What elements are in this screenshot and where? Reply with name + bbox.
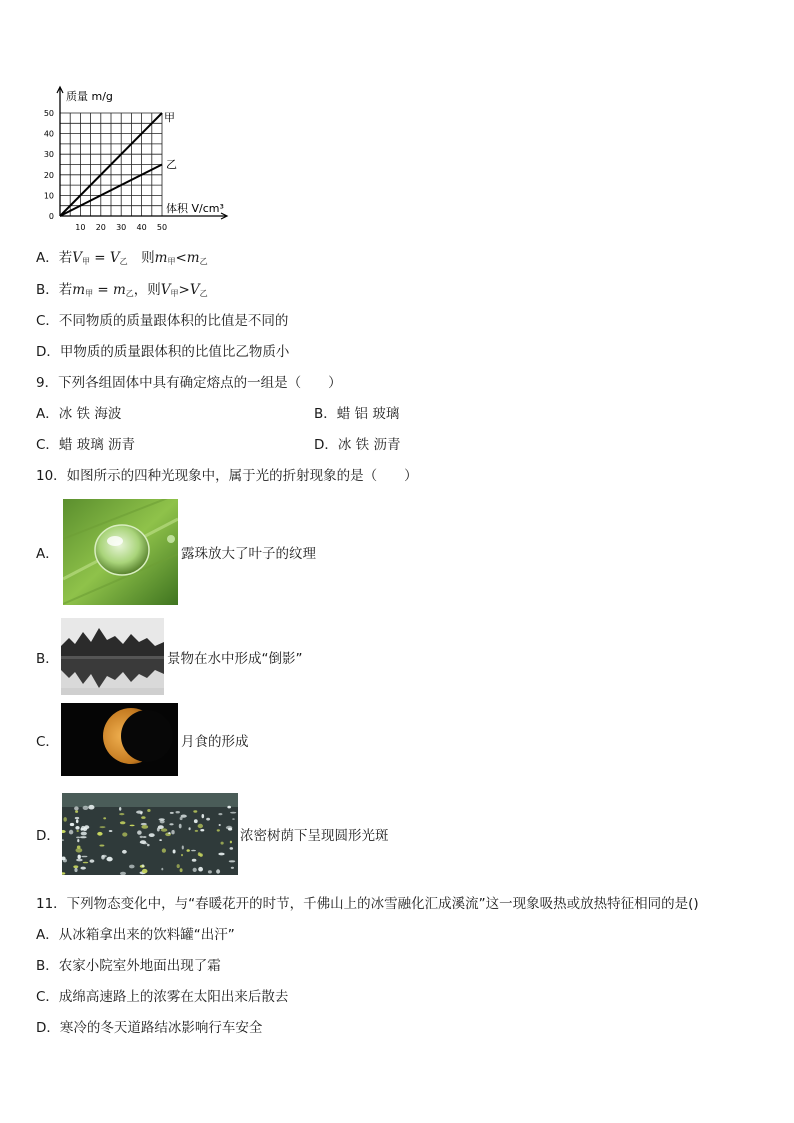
light-spot — [226, 826, 232, 830]
light-spot — [193, 810, 197, 812]
light-spot — [75, 826, 79, 830]
mass-volume-chart — [30, 84, 240, 234]
y-tick-label: 10 — [43, 191, 54, 201]
light-spot — [208, 870, 212, 873]
light-spot — [90, 859, 95, 862]
light-spot — [136, 811, 143, 814]
light-spot — [200, 829, 204, 831]
light-spot — [143, 836, 147, 838]
light-spot — [162, 848, 166, 852]
light-spot — [218, 853, 224, 856]
light-spot — [159, 818, 165, 820]
light-spot — [109, 830, 113, 832]
light-spot — [119, 813, 124, 815]
y-tick-label: 20 — [43, 170, 54, 180]
light-spot — [142, 843, 147, 845]
y-tick-label: 0 — [48, 212, 54, 221]
light-spot — [232, 818, 235, 820]
q10-option-a-label: A． — [36, 546, 59, 562]
light-spot — [63, 859, 67, 863]
light-spot — [120, 821, 126, 824]
light-spot — [74, 806, 79, 810]
light-spot — [179, 824, 182, 829]
light-spot — [227, 806, 231, 809]
light-spot — [75, 817, 79, 819]
light-spot — [147, 809, 150, 812]
mountain-reflection-image — [61, 618, 164, 695]
light-spot — [83, 806, 89, 810]
light-spot — [218, 813, 222, 815]
light-spot — [141, 816, 145, 819]
light-spot — [170, 812, 174, 814]
light-spot — [168, 832, 170, 834]
light-spot — [83, 862, 88, 864]
light-spot — [75, 810, 78, 813]
q11-option-b: B．农家小院室外地面出现了霜 — [36, 958, 221, 974]
light-spot — [231, 867, 234, 869]
light-spot — [159, 839, 162, 841]
y-tick-label: 40 — [43, 129, 54, 139]
x-axis-label: 体积 V/cm³ — [166, 202, 224, 215]
light-spot — [230, 847, 234, 850]
q10-option-d-caption: 浓密树荫下呈现圆形光斑 — [240, 828, 389, 844]
light-spot — [81, 856, 87, 858]
light-spot — [194, 819, 198, 823]
light-spot — [216, 869, 220, 873]
q10-option-b-label: B． — [36, 651, 59, 667]
light-spot — [142, 864, 145, 867]
light-spot — [81, 867, 86, 870]
light-spot — [230, 812, 236, 814]
light-spot — [217, 829, 220, 831]
light-spot — [76, 837, 80, 839]
light-spot — [158, 825, 164, 829]
q10-option-c-caption: 月食的形成 — [181, 734, 249, 750]
light-spot — [73, 865, 78, 868]
q11-option-c: C．成绵高速路上的浓雾在太阳出来后散去 — [36, 989, 289, 1005]
light-spot — [129, 865, 135, 869]
q9-option-d: D．冰 铁 沥青 — [314, 437, 401, 453]
light-spot — [130, 825, 135, 827]
x-tick-label: 40 — [136, 223, 147, 232]
x-tick-label: 30 — [116, 223, 127, 232]
light-spot — [141, 825, 148, 829]
light-spot — [195, 830, 198, 832]
light-spot — [176, 811, 180, 813]
light-spot — [191, 850, 196, 852]
q10-stem: 10．如图所示的四种光现象中，属于光的折射现象的是（ ） — [36, 468, 418, 484]
y-tick-label: 50 — [43, 109, 54, 118]
light-spot — [187, 849, 190, 852]
q11-option-d: D．寒冷的冬天道路结冰影响行车安全 — [36, 1020, 263, 1036]
q9-option-a: A．冰 铁 海波 — [36, 406, 122, 422]
q8-option-c: C．不同物质的质量跟体积的比值是不同的 — [36, 313, 289, 329]
x-tick-label: 10 — [75, 223, 86, 232]
light-spot — [77, 839, 79, 842]
light-spot — [88, 805, 94, 810]
light-spot — [198, 824, 203, 828]
light-spot — [76, 819, 79, 823]
light-spot — [171, 830, 174, 834]
light-spot — [80, 836, 87, 838]
dewdrop-leaf-image — [63, 499, 178, 605]
y-tick-label: 30 — [43, 150, 54, 160]
series-label-yi: 乙 — [166, 158, 177, 171]
light-spot — [193, 868, 197, 872]
light-spot — [122, 850, 127, 854]
light-spot — [202, 814, 205, 818]
q8-option-a: A．若$V_甲 = V_乙$ 则$m_甲<m_乙$ — [36, 250, 208, 266]
lunar-eclipse-image — [61, 703, 178, 776]
tree-shade-light-spots-image — [62, 793, 238, 875]
light-spot — [64, 817, 67, 822]
q10-option-c-label: C． — [36, 734, 59, 750]
light-spot — [76, 848, 83, 853]
q9-option-c: C．蜡 玻璃 沥青 — [36, 437, 136, 453]
light-spot — [230, 841, 232, 844]
x-tick-label: 50 — [156, 223, 168, 232]
q11-option-a: A．从冰箱拿出来的饮料罐“出汗” — [36, 927, 235, 943]
light-spot — [169, 823, 173, 825]
light-spot — [182, 846, 184, 850]
light-spot — [137, 830, 142, 834]
y-axis-label: 质量 m/g — [66, 90, 113, 103]
light-spot — [173, 850, 176, 854]
light-spot — [77, 830, 79, 832]
light-spot — [147, 844, 150, 846]
light-spot — [107, 857, 113, 862]
light-spot — [119, 807, 121, 811]
light-spot — [100, 826, 106, 828]
q9-stem: 9．下列各组固体中具有确定熔点的一组是（ ） — [36, 375, 342, 391]
q10-option-a-caption: 露珠放大了叶子的纹理 — [181, 546, 316, 562]
light-spot — [78, 855, 81, 859]
light-spot — [142, 869, 148, 873]
light-spot — [84, 825, 89, 829]
light-spot — [141, 823, 147, 825]
q8-option-d: D．甲物质的质量跟体积的比值比乙物质小 — [36, 344, 290, 360]
light-spot — [102, 855, 107, 858]
light-spot — [149, 833, 155, 837]
light-spot — [192, 859, 197, 862]
light-spot — [198, 867, 203, 872]
light-spot — [177, 864, 180, 868]
light-spot — [81, 832, 87, 836]
light-spot — [69, 830, 73, 835]
x-tick-label: 20 — [95, 223, 106, 232]
light-spot — [221, 842, 224, 845]
light-spot — [97, 832, 102, 836]
q10-option-d-label: D． — [36, 828, 60, 844]
light-spot — [74, 868, 77, 872]
light-spot — [181, 815, 187, 818]
light-spot — [219, 824, 221, 826]
q10-option-b-caption: 景物在水中形成“倒影” — [167, 651, 303, 667]
light-spot — [161, 828, 167, 831]
light-spot — [189, 827, 191, 830]
light-spot — [76, 859, 83, 862]
light-spot — [122, 832, 127, 836]
light-spot — [99, 845, 104, 847]
light-spot — [180, 868, 183, 872]
light-spot — [198, 852, 201, 856]
light-spot — [103, 817, 106, 819]
light-spot — [140, 836, 143, 838]
q9-option-b: B．蜡 铝 玻璃 — [314, 406, 400, 422]
q8-option-b: B．若$m_甲 = m_乙$，则$V_甲>V_乙$ — [36, 282, 208, 298]
light-spot — [181, 854, 183, 856]
q11-stem: 11．下列物态变化中，与“春暖花开的时节，千佛山上的冰雪融化汇成溪流”这一现象吸热或放热特征相同的是() — [36, 896, 699, 912]
light-spot — [206, 818, 210, 821]
series-label-jia: 甲 — [164, 111, 175, 124]
light-spot — [70, 823, 74, 826]
light-spot — [161, 868, 163, 871]
light-spot — [229, 860, 236, 862]
